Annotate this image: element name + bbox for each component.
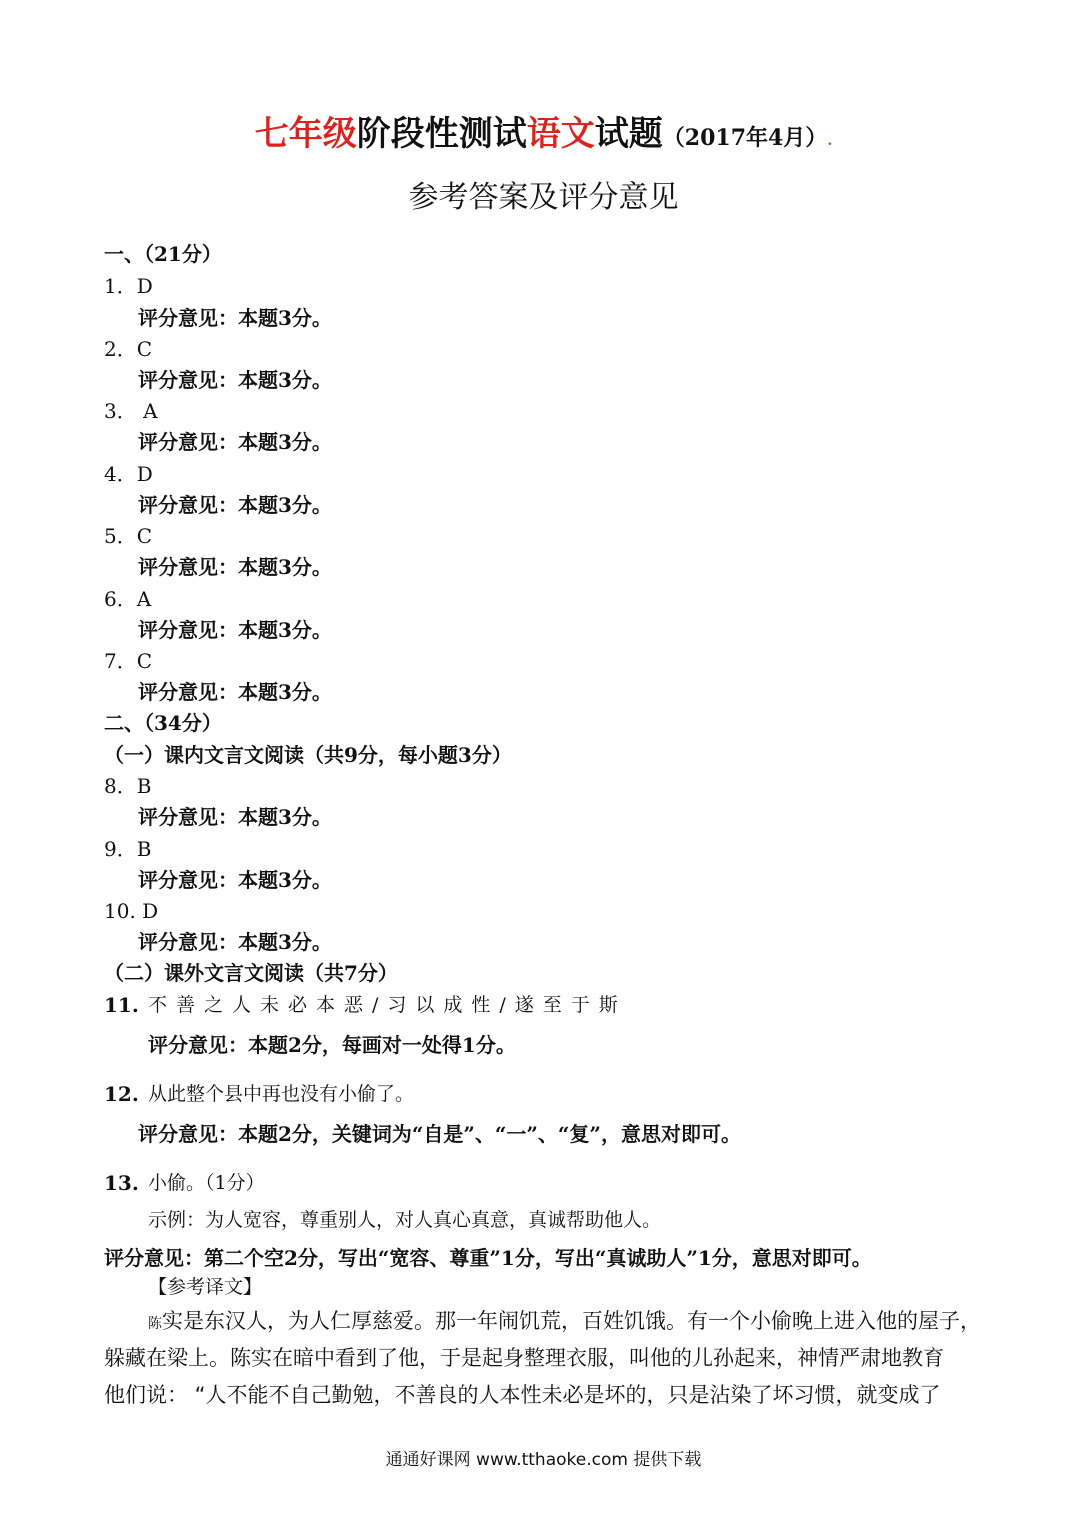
q5-rubric: 评分意见：本题3分。 (138, 555, 332, 579)
q7-answer: 7．C (104, 649, 153, 673)
section-2-part-1-heading: （一）课内文言文阅读（共9分，每小题3分） (104, 743, 512, 767)
q12-answer: 从此整个县中再也没有小偷了。 (148, 1083, 415, 1105)
q13-example: 示例：为人宽容，尊重别人，对人真心真意，真诚帮助他人。 (148, 1209, 662, 1231)
title-subject: 语文 (526, 114, 595, 154)
section-2-heading: 二、（34分） (104, 711, 222, 735)
translation-line-1 (148, 1306, 981, 1339)
q5-answer: 5．C (104, 524, 153, 548)
section-1-heading: 一、（21分） (104, 242, 222, 266)
translation-first-char: 陈 (148, 1316, 162, 1332)
q2-answer: 2．C (104, 337, 153, 361)
q4-answer: 4．D (104, 462, 153, 486)
q13-answer: 小偷。（1分） (148, 1172, 265, 1194)
page-footer: 通通好课网 www.tthaoke.com 提供下载 (385, 1450, 702, 1470)
q9-answer: 9．B (104, 837, 152, 861)
q3-answer: 3． A (104, 399, 158, 423)
q10-answer: 10. D (104, 899, 159, 923)
q3-rubric: 评分意见：本题3分。 (138, 430, 332, 454)
translation-label: 【参考译文】 (148, 1276, 263, 1298)
q11-number: 11. (104, 993, 139, 1017)
q1-answer: 1．D (104, 274, 153, 298)
document-title (0, 112, 1087, 163)
title-grade: 七年级 (254, 114, 357, 154)
q1-rubric: 评分意见：本题3分。 (138, 306, 332, 330)
q8-rubric: 评分意见：本题3分。 (138, 805, 332, 829)
q4-rubric: 评分意见：本题3分。 (138, 493, 332, 517)
q10-rubric: 评分意见：本题3分。 (138, 930, 332, 954)
q2-rubric: 评分意见：本题3分。 (138, 368, 332, 392)
q6-rubric: 评分意见：本题3分。 (138, 618, 332, 642)
document-subtitle: 参考答案及评分意见 (408, 180, 679, 215)
q6-answer: 6．A (104, 587, 152, 611)
q11-answer: 不善之人未必本恶/习以成性/遂至于斯 (148, 994, 627, 1016)
q8-answer: 8．B (104, 774, 152, 798)
section-2-part-2-heading: （二）课外文言文阅读（共7分） (104, 961, 398, 985)
q12-rubric: 评分意见：本题2分，关键词为“自是”、“一”、“复”，意思对即可。 (138, 1122, 741, 1146)
q11-rubric: 评分意见：本题2分，每画对一处得1分。 (148, 1033, 516, 1057)
title-dot: . (827, 133, 833, 149)
translation-line-1-text: 实是东汉人，为人仁厚慈爱。那一年闹饥荒，百姓饥饿。有一个小偷晚上进入他的屋子， (162, 1309, 981, 1333)
translation-line-3: 他们说： “人不能不自己勤勉，不善良的人本性未必是坏的，只是沾染了坏习惯，就变成了 (104, 1383, 941, 1407)
title-date: （2017年4月） (662, 125, 828, 151)
q7-rubric: 评分意见：本题3分。 (138, 680, 332, 704)
q13-number: 13. (104, 1171, 139, 1195)
q9-rubric: 评分意见：本题3分。 (138, 868, 332, 892)
title-paper: 试题 (594, 114, 663, 154)
translation-line-2: 躲藏在梁上。陈实在暗中看到了他，于是起身整理衣服，叫他的儿孙起来，神情严肃地教育 (104, 1346, 944, 1370)
q13-rubric: 评分意见：第二个空2分，写出“宽容、尊重”1分，写出“真诚助人”1分，意思对即可。 (104, 1246, 872, 1270)
q12-number: 12. (104, 1082, 139, 1106)
title-test-type: 阶段性测试 (356, 114, 527, 154)
